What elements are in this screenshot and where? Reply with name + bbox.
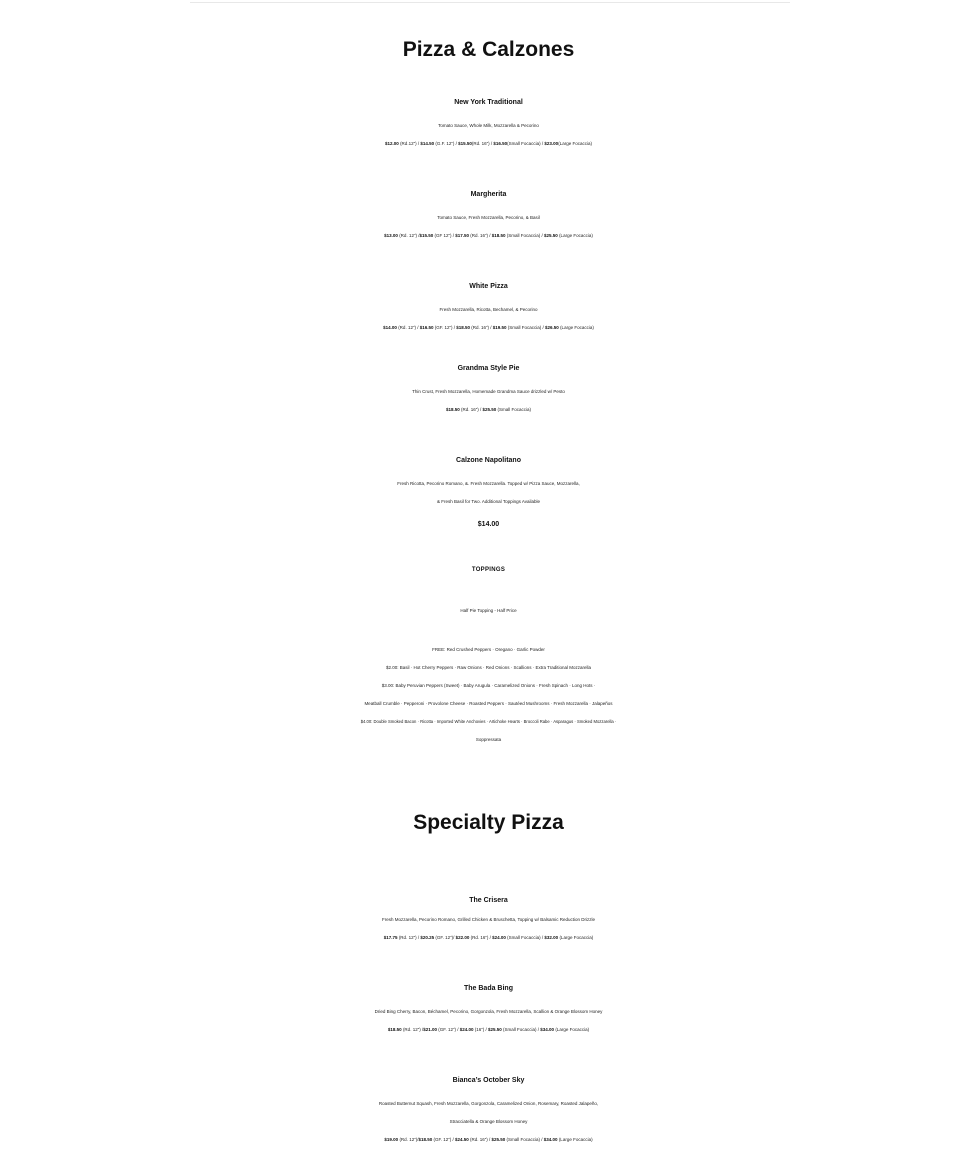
- price-size-label: (Rd. 16”) /: [471, 141, 494, 146]
- item-name: Calzone Napolitano: [456, 457, 521, 464]
- price-amount: $17.75: [383, 935, 398, 940]
- item-prices: [0, 233, 977, 238]
- price-size-label: (Small Focaccia) /: [501, 1027, 541, 1032]
- price-size-label: (GF. 12”) /: [436, 1027, 460, 1032]
- price-amount: $16.50: [419, 325, 434, 330]
- price-size-label: (GF. 12”)/: [434, 935, 456, 940]
- item-name: Grandma Style Pie: [457, 365, 520, 372]
- price-amount: $25.50: [491, 1137, 506, 1142]
- item-description: Fresh Ricotta, Pecorino Romano, &. Fresh Mozzarella. Topped w/ Pizza Sauce, Mozzarella,: [397, 481, 580, 486]
- price-amount: $15.50: [419, 233, 434, 238]
- price-size-label: (Rd. 16”) /: [469, 233, 492, 238]
- item-description: Dried Bing Cherry, Bacon, Béchamel, Pecorino, Gorgonzola, Fresh Mozzarella, Scallion & Orange Blossom Honey: [374, 1009, 603, 1014]
- item-name: White Pizza: [469, 283, 508, 290]
- price-amount: $16.50: [493, 141, 508, 146]
- price-amount: $14.50: [420, 141, 435, 146]
- item-prices: [0, 1027, 977, 1032]
- item-prices: [0, 935, 977, 940]
- price-amount: $18.50: [491, 233, 506, 238]
- item-description: Thin Crust, Fresh Mozzarella, Homemade Grandma Sauce drizzled w/ Pesto: [412, 389, 565, 394]
- price-size-label: (Rd. 16”) /: [459, 407, 483, 412]
- price-amount: $24.00: [459, 1027, 474, 1032]
- price-amount: $21.00: [423, 1027, 437, 1032]
- price-amount: $25.50: [544, 233, 558, 238]
- price-size-label: (Rd. 12”)/: [398, 1137, 419, 1142]
- toppings-half-pie-note: Half Pie Topping - Half Price: [460, 608, 517, 613]
- price-size-label: (Small Focaccia) /: [505, 935, 545, 940]
- toppings-line: Meatball Crumble · Pepperoni · Provolone Cheese · Roasted Peppers · Sautéed Mushrooms · Fresh Mozzarella · Jalapeños: [364, 701, 613, 706]
- price-amount: $20.25: [420, 935, 435, 940]
- item-prices: [0, 325, 977, 330]
- item-description: Fresh Mozzarella, Pecorino Romano, Grilled Chicken & Bruschetta, Topping w/ Balsamic Reduction Drizzle: [381, 917, 595, 922]
- item-name: New York Traditional: [454, 99, 523, 106]
- price-size-label: (Rd.12”) /: [398, 141, 421, 146]
- toppings-line: $3.00: Baby Peruvian Peppers (Sweet) · Baby Arugula · Caramelized Onions · Fresh Spinach · Long Hots ·: [381, 683, 596, 688]
- price-amount: $18.50: [456, 325, 470, 330]
- price-size-label: (Rd. 12”) /: [401, 1027, 424, 1032]
- price-amount: $22.00: [455, 935, 470, 940]
- price-amount: $24.00: [492, 935, 506, 940]
- section-title-specialty-pizza: Specialty Pizza: [413, 811, 564, 834]
- price-amount: $19.00: [384, 1137, 399, 1142]
- item-name: Margherita: [470, 191, 507, 198]
- price-amount: $12.00: [385, 141, 399, 146]
- price-size-label: (Large Focaccia): [558, 935, 594, 940]
- price-size-label: (Small Focaccia) /: [507, 141, 545, 146]
- price-size-label: (Small Focaccia) /: [506, 325, 546, 330]
- toppings-line: $4.00: Double Smoked Bacon · Ricotta · Imported White Anchovies · Artichoke Hearts · Broccoli Rabe · Asparagus · Smoked Mozzarella ·: [360, 719, 617, 724]
- price-size-label: (GF 12”) /: [433, 233, 456, 238]
- price-size-label: (Small Focaccia) /: [505, 233, 545, 238]
- price-size-label: (Large Focaccia): [558, 325, 594, 330]
- price-amount: $32.00: [544, 935, 559, 940]
- price-size-label: (Large Focaccia): [557, 1137, 593, 1142]
- price-amount: $34.00: [543, 1137, 558, 1142]
- price-amount: $14.00: [383, 325, 397, 330]
- price-size-label: (16”) /: [473, 1027, 489, 1032]
- price-size-label: (GF. 12”) /: [433, 325, 457, 330]
- price-amount: $17.50: [455, 233, 469, 238]
- price-size-label: (G.F. 12”) /: [434, 141, 459, 146]
- item-description: Tomato Sauce, Whole Milk, Mozzarella & Pecorino: [438, 123, 539, 128]
- section-title-pizza-calzones: Pizza & Calzones: [402, 38, 575, 61]
- price-size-label: (Small Focaccia) /: [505, 1137, 544, 1142]
- item-name: Bianca’s October Sky: [452, 1077, 525, 1084]
- item-description: & Fresh Basil for Two. Additional Toppings Available: [436, 499, 541, 504]
- price-amount: $15.50: [458, 141, 472, 146]
- price-size-label: (GF. 12”) /: [432, 1137, 455, 1142]
- price-size-label: (Rd. 16”) /: [470, 325, 493, 330]
- item-prices: [0, 407, 977, 412]
- price-size-label: (Large Focaccia): [557, 233, 593, 238]
- price-amount: $23.00: [544, 141, 559, 146]
- item-description: Roasted Butternut Squash, Fresh Mozzarella, Gorgonzola, Caramelized Onion, Rosemary, Roasted Jalapeño,: [378, 1101, 599, 1106]
- price-size-label: (Large Focaccia): [554, 1027, 590, 1032]
- price-amount: $19.50: [492, 325, 507, 330]
- price-size-label: (Small Focaccia): [496, 407, 532, 412]
- cut-off-header-remnant: [190, 0, 790, 3]
- price-amount: $26.50: [545, 325, 559, 330]
- price-amount: $24.50: [454, 1137, 469, 1142]
- price-amount: $18.50: [418, 1137, 433, 1142]
- toppings-line: $2.00: Basil · Hot Cherry Peppers · Raw Onions · Red Onions · Scallions · Extra Traditional Mozzarella: [385, 665, 592, 670]
- price-size-label: (Rd. 16”) /: [469, 935, 493, 940]
- item-name: The Bada Bing: [463, 985, 513, 992]
- price-amount: $18.50: [387, 1027, 402, 1032]
- price-amount: $18.50: [445, 407, 460, 412]
- item-prices: [0, 1137, 977, 1142]
- toppings-title: TOPPINGS: [471, 567, 506, 573]
- item-description: Stracciatella & Orange Blossom Honey: [449, 1119, 528, 1124]
- price-amount: $34.00: [540, 1027, 555, 1032]
- price-size-label: (Rd. 16”) /: [468, 1137, 492, 1142]
- price-amount: $25.50: [482, 407, 497, 412]
- price-size-label: (Large Focaccia): [558, 141, 592, 146]
- item-description: Fresh Mozzarella, Ricotta, Bechamel, & Pecorino: [439, 307, 538, 312]
- price-size-label: (Rd. 12”) /: [397, 233, 420, 238]
- toppings-line: FREE: Red Crushed Peppers · Oregano · Garlic Powder: [432, 647, 545, 652]
- item-price: $14.00: [477, 521, 500, 528]
- price-size-label: (Rd. 12”) /: [396, 325, 420, 330]
- price-amount: $25.50: [488, 1027, 502, 1032]
- price-amount: $13.00: [384, 233, 398, 238]
- item-description: Tomato Sauce, Fresh Mozzarella, Pecorino, & Basil: [437, 215, 540, 220]
- price-size-label: (Rd. 12”) /: [397, 935, 421, 940]
- toppings-line: Soppressata: [475, 737, 502, 742]
- item-name: The Crisera: [469, 897, 508, 904]
- item-prices: [0, 141, 977, 146]
